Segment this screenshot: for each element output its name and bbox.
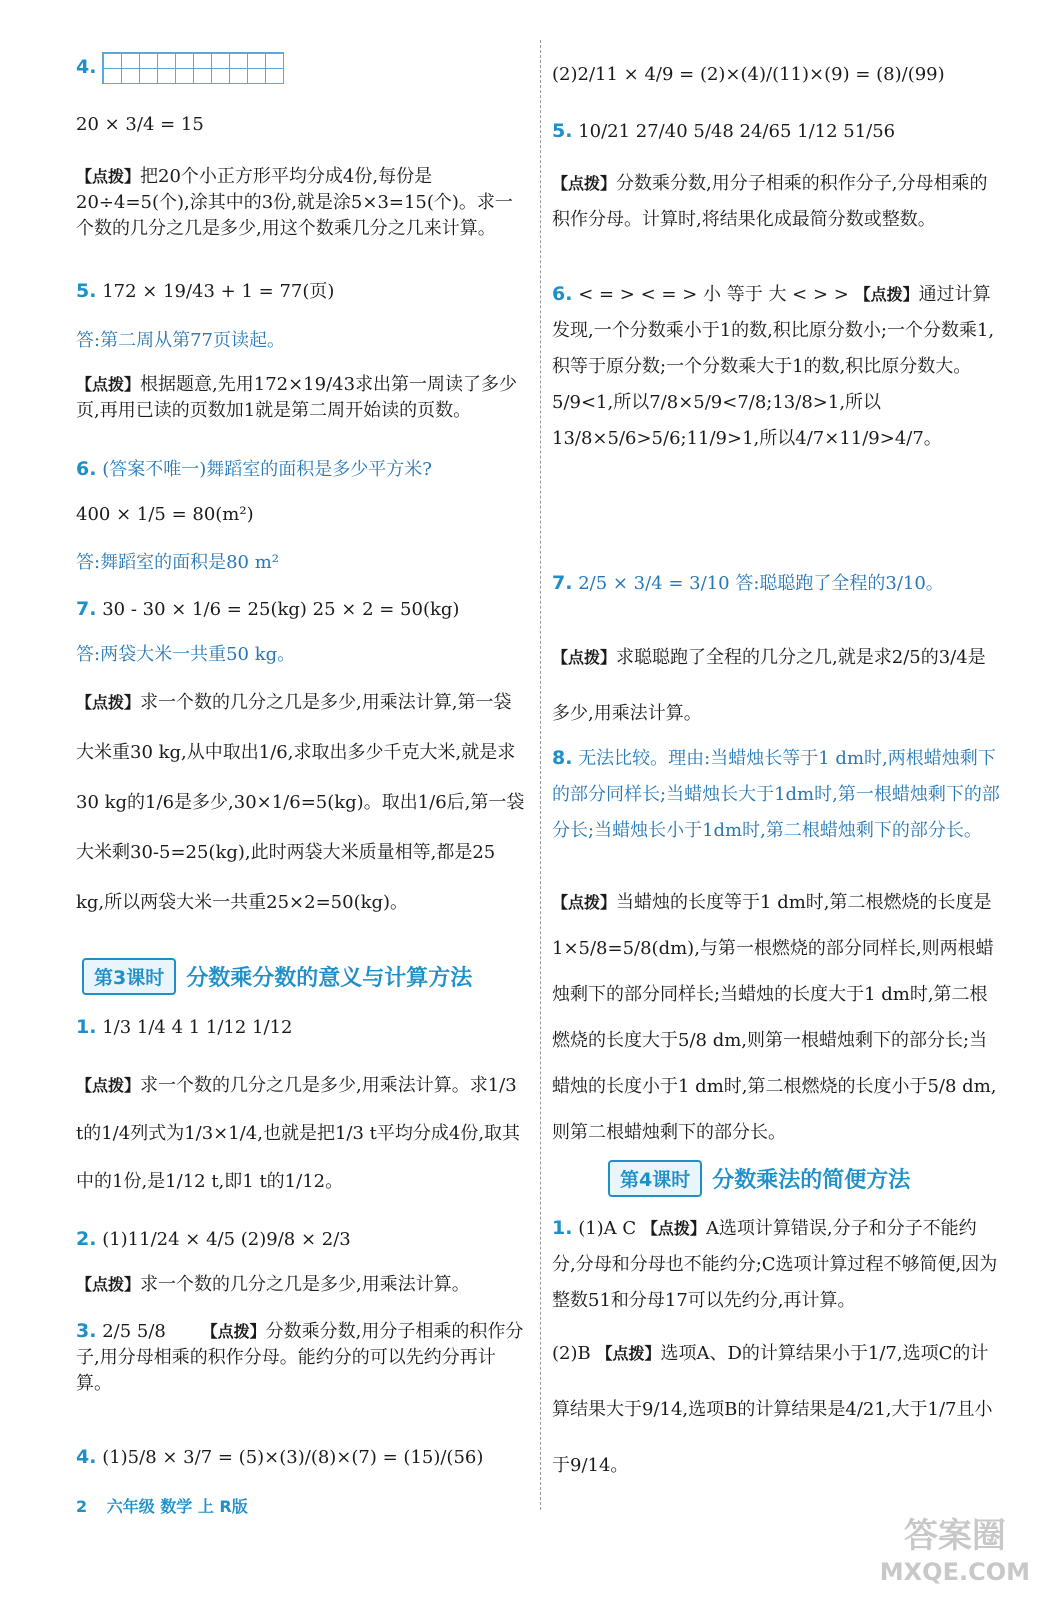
s3-q1-row xyxy=(76,1014,526,1041)
section-3-badge: 第3课时 xyxy=(82,958,176,995)
q6-label: 6. xyxy=(76,458,97,480)
s3-q4-row xyxy=(76,1444,526,1471)
s3-q4-part2: (2)2/11 × 4/9 = (2)×(4)/(11)×(9) = (8)/(99) xyxy=(552,64,945,85)
q5-answer: 答:第二周从第77页读起。 xyxy=(76,330,285,351)
r-q8-answer: 无法比较。理由:当蜡烛长等于1 dm时,两根蜡烛剩下的部分同样长;当蜡烛长大于1dm时,第一根蜡烛剩下的部分长;当蜡烛长小于1dm时,第二根蜡烛剩下的部分长。 xyxy=(552,748,1000,841)
q6-question: (答案不唯一)舞蹈室的面积是多少平方米? xyxy=(102,459,432,480)
r-q6-tip: 通过计算发现,一个分数乘小于1的数,积比原分数小;一个分数乘1,积等于原分数;一个分数乘大于1的数,积比原分数大。5/9<1,所以7/8×5/9<7/8;13/8>1,所以13/8×5/6>5/6;11/9>1,所以4/7×11/9>4/7。 xyxy=(552,284,995,449)
s3-q4-label: 4. xyxy=(76,1446,97,1468)
s3-q3-label: 3. xyxy=(76,1320,97,1342)
q7-answer: 答:两袋大米一共重50 kg。 xyxy=(76,644,296,665)
s4-q1-part2: (2)B 【点拨】选项A、D的计算结果小于1/7,选项C的计算结果大于9/14,选项B的计算结果是4/21,大于1/7且小于9/14。 xyxy=(552,1343,993,1476)
q4-grid-row xyxy=(76,52,526,84)
q4-calc: 20 × 3/4 = 15 xyxy=(76,114,204,135)
page-footer xyxy=(76,1494,248,1517)
q6-row xyxy=(76,456,526,483)
s3-q4-answer: (1)5/8 × 3/7 = (5)×(3)/(8)×(7) = (15)/(56) xyxy=(102,1447,484,1468)
r-q5-row xyxy=(552,118,1000,145)
tip-tag: 【点拨】 xyxy=(76,167,141,186)
q4-label: 4. xyxy=(76,56,97,78)
r-q7-answer: 2/5 × 3/4 = 3/10 答:聪聪跑了全程的3/10。 xyxy=(578,573,944,594)
s3-q2-label: 2. xyxy=(76,1228,97,1250)
r-q7-row xyxy=(552,570,1000,597)
watermark-logo: 答案圈 MXQE.COM xyxy=(879,1516,1030,1586)
q7-tip: 【点拨】求一个数的几分之几是多少,用乘法计算,第一袋大米重30 kg,从中取出1/6,求取出多少千克大米,就是求30 kg的1/6是多少,30×1/6=5(kg)。取出1/6后,第一袋大米剩30-5=25(kg),此时两袋大米质量相等,都是25 kg,所以两袋大米一共重25×2=50(kg)。 xyxy=(76,692,525,913)
q5-calc: 172 × 19/43 + 1 = 77(页) xyxy=(102,281,335,302)
section-4-header xyxy=(608,1160,910,1197)
r-q7-tip: 【点拨】求聪聪跑了全程的几分之几,就是求2/5的3/4是多少,用乘法计算。 xyxy=(552,647,986,724)
column-divider xyxy=(540,40,541,1510)
s4-q1-label: 1. xyxy=(552,1217,573,1239)
r-q5-answer: 10/21 27/40 5/48 24/65 1/12 51/56 xyxy=(578,121,896,142)
r-q6-label: 6. xyxy=(552,283,573,305)
q7-label: 7. xyxy=(76,598,97,620)
section-4-badge: 第4课时 xyxy=(608,1160,702,1197)
r-q5-tip: 【点拨】分数乘分数,用分子相乘的积作分子,分母相乘的积作分母。计算时,将结果化成最简分数或整数。 xyxy=(552,173,988,230)
book-title: 六年级 数学 上 R版 xyxy=(106,1497,248,1516)
q5-calc-row xyxy=(76,278,526,305)
s3-q2-answer: (1)11/24 × 4/5 (2)9/8 × 2/3 xyxy=(102,1229,351,1250)
s3-q1-label: 1. xyxy=(76,1016,97,1038)
q4-tip: 【点拨】把20个小正方形平均分成4份,每份是20÷4=5(个),涂其中的3份,就是涂5×3=15(个)。求一个数的几分之几是多少,用这个数乘几分之几来计算。 xyxy=(76,166,513,239)
s3-q1-answer: 1/3 1/4 4 1 1/12 1/12 xyxy=(102,1017,293,1038)
shaded-grid xyxy=(102,52,284,84)
q6-calc: 400 × 1/5 = 80(m²) xyxy=(76,504,254,525)
section-3-title: 分数乘分数的意义与计算方法 xyxy=(186,966,473,991)
r-q6-answer: < = > < = > 小 等于 大 < > > xyxy=(578,284,849,305)
s3-q2-row xyxy=(76,1226,526,1253)
section-3-header xyxy=(82,958,472,995)
r-q8-row xyxy=(552,740,1000,849)
r-q5-label: 5. xyxy=(552,120,573,142)
s3-q2-tip: 【点拨】求一个数的几分之几是多少,用乘法计算。 xyxy=(76,1274,470,1295)
q5-label: 5. xyxy=(76,280,97,302)
s3-q3-answer: 2/5 5/8 xyxy=(102,1321,166,1342)
r-q7-label: 7. xyxy=(552,572,573,594)
r-q8-tip: 【点拨】当蜡烛的长度等于1 dm时,第二根燃烧的长度是1×5/8=5/8(dm),与第一根燃烧的部分同样长,则两根蜡烛剩下的部分同样长;当蜡烛的长度大于1 dm时,第二根燃烧的长度大于5/8 dm,则第一根蜡烛剩下的部分长;当蜡烛的长度小于1 dm时,第二根燃烧的长度小于5/8 dm,则第二根蜡烛剩下的部分长。 xyxy=(552,892,997,1143)
s3-q1-tip: 【点拨】求一个数的几分之几是多少,用乘法计算。求1/3 t的1/4列式为1/3×1/4,也就是把1/3 t平均分成4份,取其中的1份,是1/12 t,即1 t的1/12。 xyxy=(76,1075,521,1192)
r-q6-row: 6. < = > < = > 小 等于 大 < > > 【点拨】通过计算发现,一个分数乘小于1的数,积比原分数小;一个分数乘1,积等于原分数;一个分数乘大于1的数,积比原分数大。5/9<1,所以7/8×5/9<7/8;13/8>1,所以13/8×5/6>5/6;11/9>1,所以4/7×11/9>4/7。 xyxy=(552,283,995,449)
q6-answer: 答:舞蹈室的面积是80 m² xyxy=(76,552,279,573)
q5-tip: 【点拨】根据题意,先用172×19/43求出第一周读了多少页,再用已读的页数加1就是第二周开始读的页数。 xyxy=(76,374,518,421)
q7-calc-row xyxy=(76,596,526,623)
q7-calc: 30 - 30 × 1/6 = 25(kg) 25 × 2 = 50(kg) xyxy=(102,599,460,620)
r-q8-label: 8. xyxy=(552,747,573,769)
s4-q1-part1: 1. (1)A C 【点拨】A选项计算错误,分子和分子不能约分,分母和分母也不能约分;C选项计算过程不够简便,因为整数51和分母17可以先约分,再计算。 xyxy=(552,1217,998,1311)
page-number: 2 xyxy=(76,1497,88,1516)
s3-q3-row: 3. 2/5 5/8 【点拨】分数乘分数,用分子相乘的积作分子,用分母相乘的积作分母。能约分的可以先约分再计算。 xyxy=(76,1320,524,1394)
section-4-title: 分数乘法的简便方法 xyxy=(712,1168,911,1193)
